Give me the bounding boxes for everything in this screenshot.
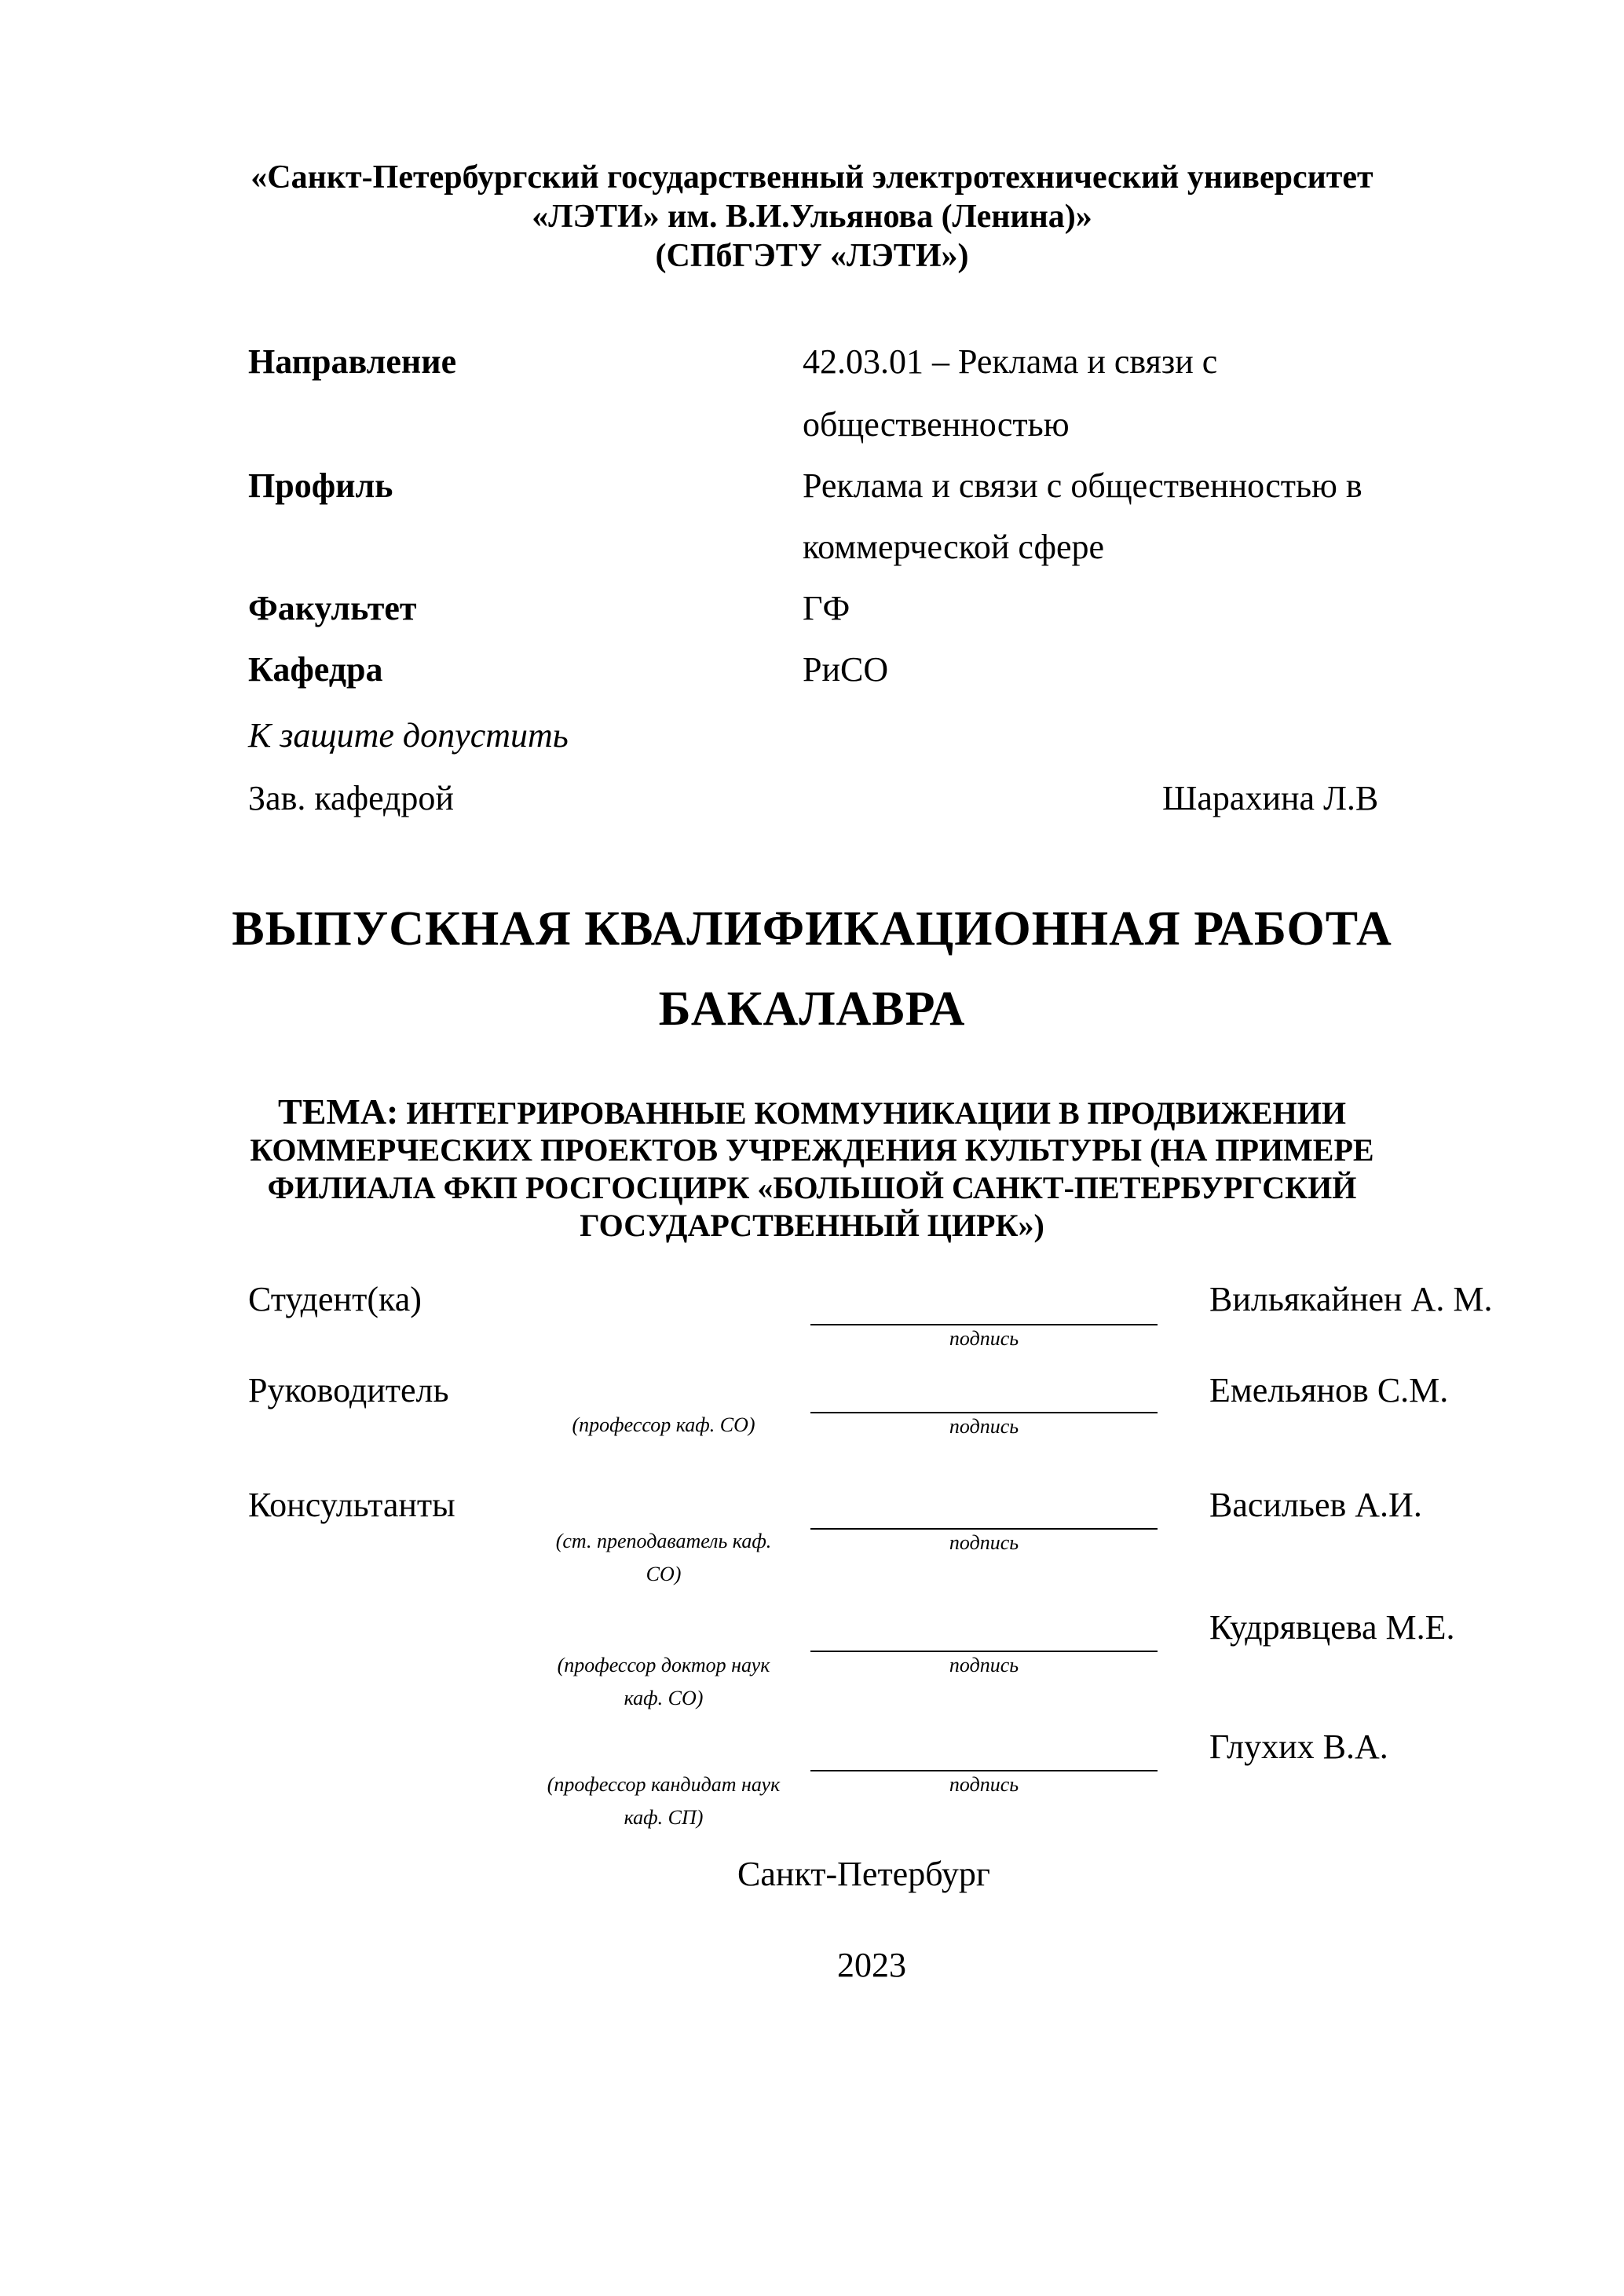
direction-value-2: общественностью bbox=[803, 405, 1070, 444]
direction-label: Направление bbox=[248, 342, 457, 381]
student-signature-caption: подпись bbox=[949, 1327, 1019, 1350]
thesis-title-line-2: БАКАЛАВРА bbox=[658, 982, 966, 1036]
theme-prefix: ТЕМА: bbox=[278, 1091, 399, 1132]
thesis-title-line-1: ВЫПУСКНАЯ КВАЛИФИКАЦИОННАЯ РАБОТА bbox=[232, 902, 1392, 956]
consultant1-role-2: СО) bbox=[646, 1563, 682, 1585]
theme-text-1: ИНТЕГРИРОВАННЫЕ КОММУНИКАЦИИ В ПРОДВИЖЕНИИ bbox=[406, 1095, 1346, 1131]
university-line-1: «Санкт-Петербургский государственный электротехнический университет bbox=[251, 159, 1373, 196]
head-of-department-label: Зав. кафедрой bbox=[248, 779, 454, 817]
consultant3-role-1: (профессор кандидат наук bbox=[547, 1773, 781, 1796]
consultant1-role-1: (ст. преподаватель каф. bbox=[555, 1530, 772, 1552]
department-value: РиСО bbox=[803, 650, 889, 689]
consultant2-name: Кудрявцева М.Е. bbox=[1209, 1608, 1455, 1647]
head-of-department-name: Шарахина Л.В bbox=[1162, 779, 1379, 817]
supervisor-signature-line bbox=[810, 1412, 1158, 1413]
year: 2023 bbox=[837, 1946, 906, 1984]
consultant2-signature-line bbox=[810, 1651, 1158, 1652]
consultants-label: Консультанты bbox=[248, 1486, 455, 1524]
consultant1-name: Васильев А.И. bbox=[1209, 1486, 1422, 1524]
theme-line-3: ФИЛИАЛА ФКП РОСГОСЦИРК «БОЛЬШОЙ САНКТ-ПЕТЕРБУРГСКИЙ bbox=[267, 1170, 1357, 1205]
student-signature-line bbox=[810, 1324, 1158, 1325]
profile-value-2: коммерческой сфере bbox=[803, 528, 1105, 566]
consultant3-name: Глухих В.А. bbox=[1209, 1727, 1388, 1766]
supervisor-signature-caption: подпись bbox=[949, 1415, 1019, 1438]
student-name: Вильякайнен А. М. bbox=[1209, 1280, 1493, 1318]
student-label: Студент(ка) bbox=[248, 1280, 422, 1318]
consultant3-signature-caption: подпись bbox=[949, 1773, 1019, 1796]
theme-line-1 bbox=[0, 1091, 1624, 1132]
theme-line-4: ГОСУДАРСТВЕННЫЙ ЦИРК») bbox=[580, 1208, 1044, 1243]
supervisor-label: Руководитель bbox=[248, 1371, 449, 1409]
consultant2-role-2: каф. СО) bbox=[624, 1687, 704, 1709]
consultant1-signature-caption: подпись bbox=[949, 1531, 1019, 1554]
profile-label: Профиль bbox=[248, 466, 393, 505]
university-line-2: «ЛЭТИ» им. В.И.Ульянова (Ленина)» bbox=[532, 199, 1092, 235]
city: Санкт-Петербург bbox=[737, 1855, 990, 1893]
supervisor-role: (профессор каф. СО) bbox=[572, 1413, 755, 1436]
consultant2-role-1: (профессор доктор наук bbox=[557, 1654, 770, 1676]
faculty-label: Факультет bbox=[248, 589, 417, 627]
faculty-value: ГФ bbox=[803, 589, 850, 627]
department-label: Кафедра bbox=[248, 650, 383, 689]
direction-value-1: 42.03.01 – Реклама и связи с bbox=[803, 342, 1218, 381]
consultant1-signature-line bbox=[810, 1528, 1158, 1530]
admit-to-defense: К защите допустить bbox=[248, 716, 569, 755]
supervisor-name: Емельянов С.М. bbox=[1209, 1371, 1449, 1409]
consultant3-role-2: каф. СП) bbox=[624, 1806, 704, 1829]
profile-value-1: Реклама и связи с общественностью в bbox=[803, 466, 1362, 505]
university-line-3: (СПбГЭТУ «ЛЭТИ») bbox=[655, 238, 969, 274]
theme-line-2: КОММЕРЧЕСКИХ ПРОЕКТОВ УЧРЕЖДЕНИЯ КУЛЬТУРЫ (НА ПРИМЕРЕ bbox=[250, 1132, 1374, 1168]
consultant3-signature-line bbox=[810, 1770, 1158, 1771]
consultant2-signature-caption: подпись bbox=[949, 1654, 1019, 1676]
